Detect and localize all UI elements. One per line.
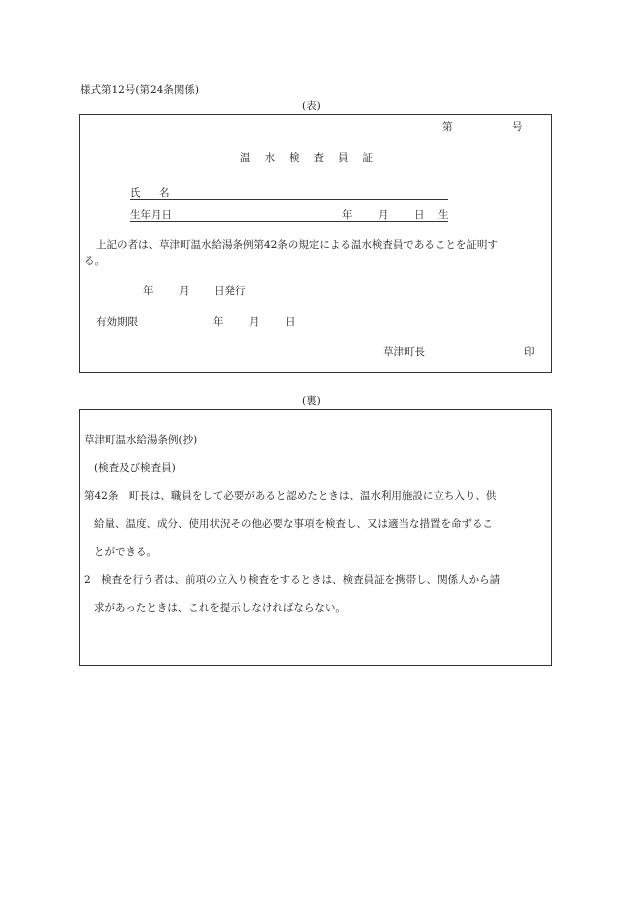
dob-suffix: 生 [438,209,449,221]
front-card [79,114,552,373]
back-card [79,409,552,666]
ordinance-title: 草津町温水給湯条例(抄) [84,434,198,446]
article-text-line3: とができる。 [94,546,157,558]
certificate-number-suffix: 号 [512,121,523,133]
issue-month: 月 [179,285,190,297]
back-side-label: (裏) [302,395,321,407]
validity-day: 日 [285,316,296,328]
seal-mark: 印 [524,346,535,358]
name-underline [130,199,448,200]
form-number-header: 様式第12号(第24条関係) [80,84,199,96]
issuer-title: 草津町長 [383,346,425,358]
validity-year: 年 [213,316,224,328]
certification-text-line2: る。 [84,255,105,267]
issue-year: 年 [143,285,154,297]
validity-label: 有効期限 [96,316,138,328]
section-heading: (検査及び検査員) [94,462,176,474]
dob-month: 月 [378,209,389,221]
article-text-line2: 給量、温度、成分、使用状況その他必要な事項を検査し、又は適当な措置を命ずるこ [94,518,493,530]
dob-underline [130,221,448,222]
dob-day: 日 [414,209,425,221]
article-text-line1: 第42条 町長は、職員をして必要があると認めたときは、温水利用施設に立ち入り、供 [84,490,497,502]
dob-year: 年 [342,209,353,221]
validity-month: 月 [249,316,260,328]
certificate-title: 温水検査員証 [240,152,387,164]
name-label: 氏 名 [130,187,174,199]
dob-label: 生年月日 [130,209,172,221]
certification-text-line1: 上記の者は、草津町温水給湯条例第42条の規定による温水検査員であることを証明す [96,239,498,251]
issue-day: 日発行 [214,285,246,297]
front-side-label: (表) [302,100,321,112]
certificate-number-prefix: 第 [442,121,453,133]
paragraph2-line2: 求があったときは、これを提示しなければならない。 [94,602,346,614]
paragraph2-line1: 2 検査を行う者は、前項の立入り検査をするときは、検査員証を携帯し、関係人から請 [84,574,501,586]
